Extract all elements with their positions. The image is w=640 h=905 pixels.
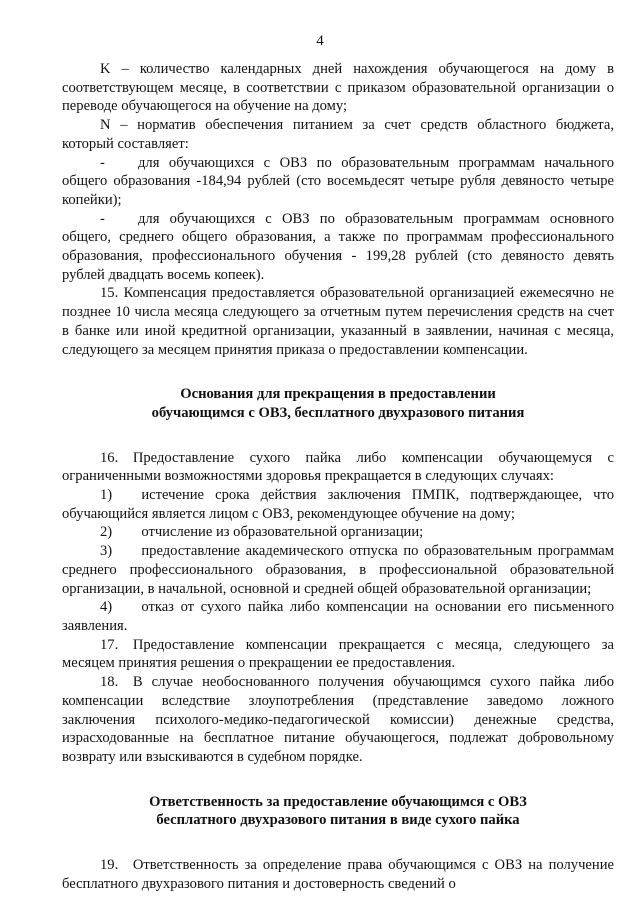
paragraph-18: 18. В случае необоснованного получения обучающимся сухого пайка либо компенсации вследствие злоупотребления (представление заведомо ложного заключения психолого-медико-педагогической комиссии) денежные средства, израсходованные на бесплатное питание обучающегося, подлежат добровольному возврату или взыскиваются в судебном порядке. <box>62 674 614 765</box>
list-item <box>62 210 614 285</box>
heading-line: Основания для прекращения в предоставлении <box>180 386 496 403</box>
dash-marker: - <box>100 210 105 227</box>
paragraph-n-definition: N – норматив обеспечения питанием за счет средств областного бюджета, который составляет: <box>62 117 614 152</box>
heading-line: Ответственность за предоставление обучающимся с ОВЗ <box>149 793 527 810</box>
section-heading-termination <box>62 385 614 422</box>
list-item-text: для обучающихся с ОВЗ по образовательным программам начального общего образования -184,94 рублей (сто восемьдесят четыре рубля девяносто четыре копейки); <box>62 154 614 208</box>
page-number: 4 <box>316 33 324 49</box>
paragraph-19: 19. Ответственность за определение права обучающимся с ОВЗ на получение бесплатного двухразового питания и достоверность сведений о <box>62 857 614 892</box>
heading-line: бесплатного двухразового питания в виде сухого пайка <box>156 812 520 829</box>
document-body <box>62 60 614 893</box>
numbered-item: 4) отказ от сухого пайка либо компенсации на основании его письменного заявления. <box>62 599 614 634</box>
list-item-text: для обучающихся с ОВЗ по образовательным программам основного общего, среднего общего образования, а также по программам профессионального образования, профессионального обучения - 199,28 рублей (сто девяносто девять рублей двадцать восемь копеек). <box>62 210 614 283</box>
numbered-item: 2) отчисление из образовательной организации; <box>100 524 424 541</box>
dash-marker: - <box>100 154 105 171</box>
list-item <box>62 154 614 210</box>
paragraph-16: 16. Предоставление сухого пайка либо компенсации обучающемуся с ограниченными возможностями здоровья прекращается в следующих случаях: <box>62 449 614 485</box>
section-heading-responsibility <box>62 793 614 830</box>
heading-line: обучающимся с ОВЗ, бесплатного двухразового питания <box>151 404 525 421</box>
numbered-item: 3) предоставление академического отпуска по образовательным программам среднего профессионального образования, в профессиональной образовательной организации, в начальной, основной и средней общей образовательной организации; <box>62 543 614 597</box>
numbered-item: 1) истечение срока действия заключения ПМПК, подтверждающее, что обучающийся является лицом с ОВЗ, рекомендующее обучение на дому; <box>62 487 614 522</box>
paragraph-17: 17. Предоставление компенсации прекращается с месяца, следующего за месяцем принятия решения о прекращении ее предоставления. <box>62 636 614 672</box>
paragraph-15: 15. Компенсация предоставляется образовательной организацией ежемесячно не позднее 10 числа месяца следующего за отчетным путем перечисления средств на счет в банке или иной кредитной организации, указанный в заявлении, начиная с месяца, следующего за месяцем принятия приказа о предоставлении компенсации. <box>62 285 614 358</box>
paragraph-k-definition: K – количество календарных дней нахождения обучающегося на дому в соответствующем месяце, в соответствии с приказом образовательной организации о переводе обучающегося на обучение на дому; <box>62 61 614 115</box>
